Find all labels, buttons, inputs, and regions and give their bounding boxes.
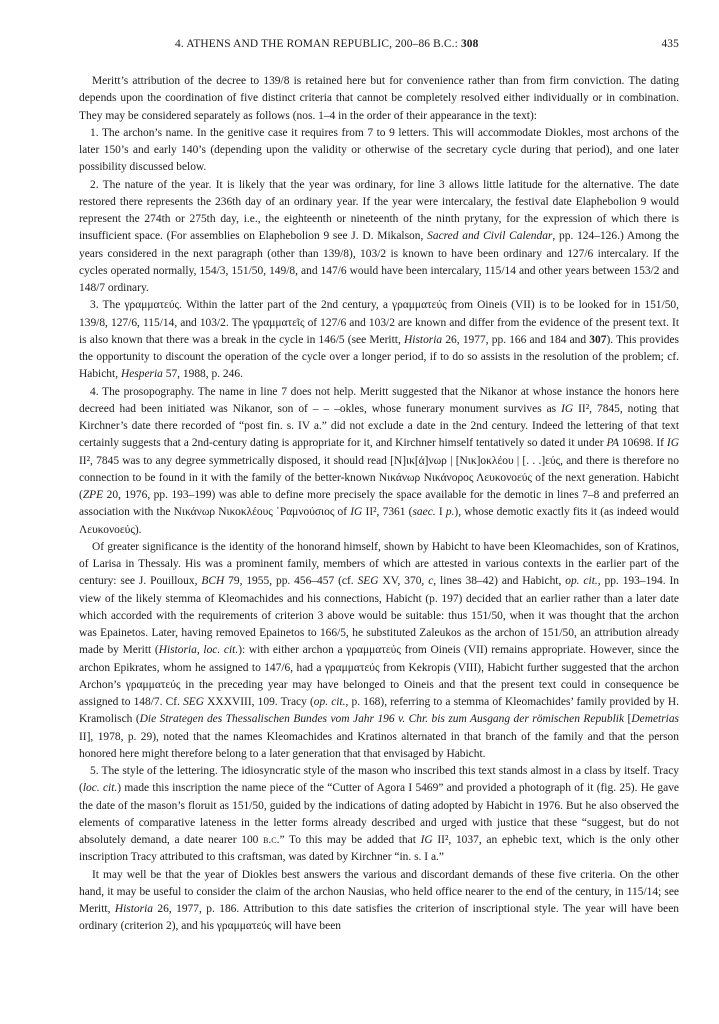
body-text — [79, 73, 679, 936]
italic-run: p. — [445, 506, 455, 519]
italic-run: IG — [420, 834, 433, 846]
criterion-prosopography: 4. The prosopography. The name in line 7 does not help. Meritt suggested that the Nikanor at whose instance the honors here decreed had been initiated was Nikanor, son of – – –okles, whose funerary monument survives as IG II², 7845, noting that Kirchner’s date there recorded of “post fin. s. IV a.” did not exclude a date in the 2nd century. Indeed the lettering of that text certainly suggests that a 2nd-century dating is appropriate for it, and Kirchner himself tentatively so dated it under PA 10698. If IG II², 7845 was to any degree symmetrically disposed, it should read [Ν]ικ[ά]νωρ | [Νικ]οκλέου | [. . .]εύς, and there is therefore no connection to be found in it with the family of the better-known Νικάνωρ Νικάνορος Λευκονοεύς of the next generation. Habicht (ZPE 20, 1976, pp. 193–199) was able to define more precisely the space available for the demotic in lines 7–8 and preferred an association with the Νικάνωρ Νικοκλέους ῾Ραμνούσιος of IG II², 7361 (saec. I p.), whose demotic exactly fits it (as indeed would Λευκονοεύς). — [79, 385, 679, 536]
criterion-grammateus: 3. The γραμματεύς. Within the latter part of the 2nd century, a γραμματεύς from Oineis (VII) is to be looked for in 151/50, 139/8, 127/6, 115/14, and 103/2. The γραμματεῖς of 127/6 and 103/2 are known and differ from the evidence of the present text. It is also known that there was a break in the cycle in 146/5 (see Meritt, Historia 26, 1977, pp. 166 and 184 and 307). This provides the opportunity to discount the operation of the cycle over a longer period, if to do so assists in the resolution of the problem; cf. Habicht, Hesperia 57, 1988, p. 246. — [79, 299, 680, 381]
italic-run: Hesperia — [120, 368, 163, 381]
page-number: 435 — [661, 38, 679, 50]
italic-run: Historia — [404, 333, 443, 346]
italic-run: IG — [350, 506, 363, 519]
italic-run: ZPE — [82, 489, 104, 501]
chapter-heading — [79, 38, 478, 50]
criterion-archon-name: 1. The archon’s name. In the genitive case it requires from 7 to 9 letters. This will accommodate Diokles, most archons of the later 150’s and early 140’s (depending upon the validity or otherwise of the secretary cycle during that period), and one later possibility discussed below. — [79, 126, 679, 174]
italic-run: IG — [561, 402, 574, 415]
italic-run: loc. cit. — [82, 782, 118, 795]
inscription-number: 308 — [460, 38, 479, 50]
italic-run: op. cit. — [565, 575, 598, 588]
italic-run: Historia, loc. cit. — [158, 644, 239, 657]
bold-run: 307 — [589, 333, 607, 346]
intro-paragraph: Meritt’s attribution of the decree to 139/8 is retained here but for convenience rather than from firm conviction. The dating depends upon the coordination of five distinct criteria that cannot be completely resolved either individually or in combination. They may be considered separately as follows (nos. 1–4 in the order of their appearance in the text): — [79, 75, 679, 122]
running-head — [79, 38, 679, 56]
italic-run: saec. — [412, 506, 436, 519]
criterion-lettering-style: 5. The style of the lettering. The idiosyncratic style of the mason who inscribed this text stands almost in a class by itself. Tracy (loc. cit.) made this inscription the name piece of the “Cutter of Agora I 5469” and provided a photograph of it (fig. 25). He gave the date of the mason’s floruit as 151/50, guided by the indications of dating adopted by Habicht in 1976. But he also observed the elements of comparative lateness in the letter forms already described and urged with justice that these “suggest, but do not absolutely demand, a date nearer 100 b.c.” To this may be added that IG II², 1037, an ephebic text, which is the only other inscription Tracy attributed to this craftsman, was dated by Kirchner “in. s. I a.” — [79, 765, 679, 864]
italic-run: Demetrias — [631, 713, 680, 726]
honorand-paragraph: Of greater significance is the identity of the honorand himself, shown by Habicht to have been Kleomachides, son of Kratinos, of Larisa in Thessaly. His was a prominent family, members of which are attested in various contexts in the earlier part of the century: see J. Pouilloux, BCH 79, 1955, pp. 456–457 (cf. SEG XV, 370, c, lines 38–42) and Habicht, op. cit., pp. 193–194. In view of the likely stemma of Kleomachides and his connections, Habicht (p. 197) decided that an earlier rather than a later date which accorded with the requirements of criterion 3 above would be suitable: thus 151/50, when it was thought that the archon was Epainetos. Later, having removed Epainetos to 166/5, he substituted Zaleukos as the archon of 151/50, an attribution already made by Meritt (Historia, loc. cit.): with either archon a γραμματεύς from Oineis (VII) remains appropriate. However, since the archon Epikrates, whom he assigned to 147/6, had a γραμματεύς from Kekropis (VIII), Habicht further suggested that the archon Archon’s γραμματεύς in the preceding year may have belonged to Oineis and that the present text could in consequence be assigned to 148/7. Cf. SEG XXXVIII, 109. Tracy (op. cit., p. 168), referring to a stemma of Kleomachides’ family provided by H. Kramolisch (Die Strategen des Thessalischen Bundes vom Jahr 196 v. Chr. bis zum Ausgang der römischen Republik [Demetrias II], 1978, p. 29), noted that the names Kleomachides and Kratinos alternated in that branch of the family and that the person honored here might therefore belong to a later generation that that envisaged by Habicht. — [79, 540, 680, 760]
criterion-nature-of-year: 2. The nature of the year. It is likely that the year was ordinary, for line 3 allows little latitude for the alternative. The date restored there represents the 236th day of an ordinary year. If the year were intercalary, the festival date Elaphebolion 9 would represent the 274th or 275th day, i.e., the eighteenth or nineteenth of the ninth prytany, for the expression of which there is insufficient space. (For assemblies on Elaphebolion 9 see J. D. Mikalson, Sacred and Civil Calendar, pp. 124–126.) Among the years considered in the next paragraph (other than 139/8), 103/2 is known to have been ordinary and 127/6 intercalary. If the cycles operated normally, 154/3, 151/50, 149/8, and 147/6 would have been intercalary, 115/14 and other years between 153/2 and 148/7 ordinary. — [79, 178, 679, 294]
italic-run: SEG — [357, 575, 379, 588]
italic-run: BCH — [201, 575, 225, 588]
italic-run: op. cit. — [313, 696, 346, 708]
italic-run: c — [428, 575, 434, 588]
conclusion-paragraph: It may well be that the year of Diokles best answers the various and discordant demands of these five criteria. On the other hand, it may be useful to consider the claim of the archon Nausias, who held office nearer to the end of the century, in 115/14; see Meritt, Historia 26, 1977, p. 186. Attribution to this date satisfies the criterion of inscriptional style. The year will have been ordinary (criterion 2), and his γραμματεύς will have been — [79, 868, 679, 933]
italic-run: SEG — [183, 696, 205, 708]
chapter-title: 4. ATHENS AND THE ROMAN REPUBLIC, 200–86 B.C.: — [175, 38, 461, 50]
italic-run: PA — [606, 437, 619, 450]
italic-run: Historia — [114, 903, 153, 915]
italic-run: Die Strategen des Thessalischen Bundes vom Jahr 196 v. Chr. bis zum Ausgang der römischen Republik — [139, 713, 625, 726]
small-caps-run: b.c. — [263, 834, 280, 846]
italic-run: Sacred and Civil Calendar — [427, 230, 553, 243]
italic-run: IG — [666, 437, 679, 450]
